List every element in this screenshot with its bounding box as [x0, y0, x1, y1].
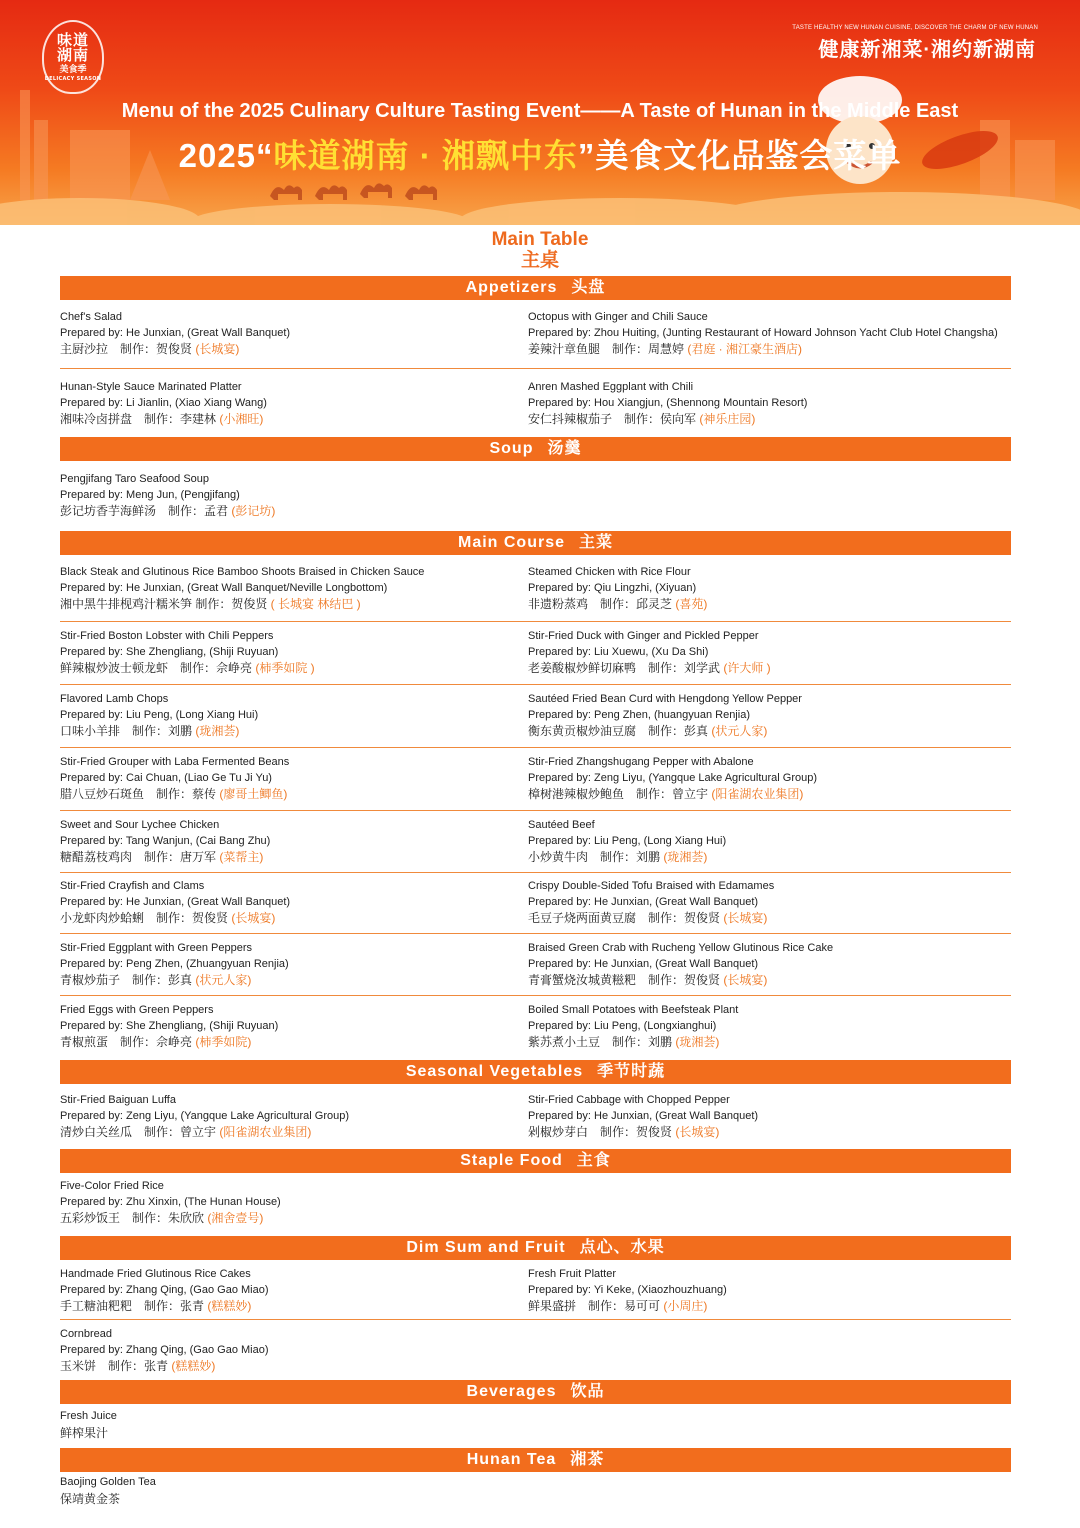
dish-prepared-by: Prepared by: Li Jianlin, (Xiao Xiang Wang) [60, 396, 267, 409]
dish-prepared-by: Prepared by: Zeng Liyu, (Yangque Lake Agricultural Group) [60, 1109, 350, 1122]
dish-item [60, 1327, 269, 1375]
restaurant-name: (长城宴) [723, 911, 768, 925]
restaurant-name: (菜帮主) [219, 850, 264, 864]
dish-item [60, 310, 290, 358]
dish-prepared-by: Prepared by: Hou Xiangjun, (Shennong Mountain Resort) [528, 396, 808, 409]
dish-name-cn [60, 911, 290, 927]
divider [60, 1319, 1011, 1320]
dish-name-en: Stir-Fried Zhangshugang Pepper with Abalone [528, 756, 754, 768]
section-title-cn: 汤羹 [547, 440, 582, 457]
title-cn-highlight: 味道湖南 · 湘飘中东 [273, 137, 578, 174]
restaurant-name: (小湘旺) [219, 412, 264, 426]
dish-item [528, 1003, 738, 1051]
dish-item [528, 629, 771, 677]
slogan-chinese: 健康新湘菜·湘约新湖南 [818, 39, 1036, 61]
dish-prepared-by: Prepared by: He Junxian, (Great Wall Banquet) [60, 326, 291, 339]
restaurant-name: (彭记坊) [231, 504, 276, 518]
dish-name-en: Fresh Juice [60, 1410, 117, 1422]
dish-item [528, 380, 807, 428]
dish-name-cn [528, 1125, 758, 1141]
dish-prepared-by: Prepared by: Zhang Qing, (Gao Gao Miao) [60, 1283, 269, 1296]
dish-name-en: Baojing Golden Tea [60, 1476, 156, 1488]
restaurant-name: (小周庄) [663, 1299, 708, 1313]
logo-text-2: 湖南 [56, 45, 89, 64]
dish-cn-text: 糖醋荔枝鸡肉 制作：唐万军 [60, 850, 220, 864]
dish-item [60, 941, 289, 989]
divider [60, 933, 1011, 934]
dish-name-cn [60, 1035, 278, 1051]
dish-cn-text: 衡东黄贡椒炒油豆腐 制作：彭真 [528, 724, 712, 738]
dish-item [528, 941, 833, 989]
section-title-cn: 点心、水果 [579, 1239, 665, 1256]
restaurant-name: (阳雀湖农业集团) [711, 787, 804, 801]
dish-item [60, 1003, 278, 1051]
dish-prepared-by: Prepared by: Zeng Liyu, (Yangque Lake Agricultural Group) [528, 771, 818, 784]
dish-item [60, 380, 267, 428]
dish-name-en: Stir-Fried Duck with Ginger and Pickled Pepper [528, 630, 759, 642]
dish-name-cn [60, 1359, 269, 1375]
dish-prepared-by: Prepared by: Tang Wanjun, (Cai Bang Zhu) [60, 834, 271, 847]
dish-cn-text: 五彩炒饭王 制作：朱欣欣 [60, 1211, 208, 1225]
dish-name-cn [528, 661, 771, 677]
dish-name-cn [528, 850, 726, 866]
dish-prepared-by: Prepared by: Meng Jun, (Pengjifang) [60, 488, 240, 501]
section-title-cn: 主食 [576, 1152, 611, 1169]
dish-name-en: Stir-Fried Grouper with Laba Fermented Beans [60, 756, 290, 768]
logo-text-3: 美食季 [59, 64, 87, 75]
dish-prepared-by: Prepared by: Liu Peng, (Longxianghui) [528, 1019, 717, 1032]
dish-name-cn [528, 724, 802, 740]
section-hunan-tea [60, 1448, 1011, 1472]
delicacy-season-logo [42, 20, 104, 94]
section-title-en: Appetizers [465, 279, 558, 296]
dish-item [60, 565, 424, 613]
dish-item [60, 879, 290, 927]
section-title-en: Staple Food [460, 1152, 563, 1169]
dish-cn-text: 剁椒炒芽白 制作：贺俊贤 [528, 1125, 676, 1139]
section-seasonal-vegetables [60, 1060, 1011, 1084]
dish-cn-text: 老姜酸椒炒鲜切麻鸭 制作：刘学武 [528, 661, 724, 675]
dish-name-en: Fresh Fruit Platter [528, 1268, 617, 1280]
section-staple-food [60, 1149, 1011, 1173]
restaurant-name: (状元人家) [711, 724, 768, 738]
dish-name-en: Five-Color Fried Rice [60, 1180, 164, 1192]
dish-name-en: Fried Eggs with Green Peppers [60, 1004, 214, 1016]
dish-name-en: Braised Green Crab with Rucheng Yellow Glutinous Rice Cake [528, 942, 834, 954]
dish-item [528, 818, 726, 866]
dish-name-en: Chef's Salad [60, 311, 123, 323]
title-chinese [0, 130, 1080, 177]
restaurant-name: (状元人家) [195, 973, 252, 987]
dish-item [60, 755, 289, 803]
dish-cn-text: 毛豆子烧两面黄豆腐 制作：贺俊贤 [528, 911, 724, 925]
section-title-cn: 头盘 [571, 279, 606, 296]
dish-item [60, 692, 258, 740]
dish-item [528, 1093, 758, 1141]
dish-item [528, 565, 707, 613]
dish-item [528, 879, 774, 927]
dish-cn-text: 彭记坊香芋海鲜汤 制作：孟君 [60, 504, 232, 518]
dish-prepared-by: Prepared by: He Junxian, (Great Wall Banquet) [528, 1109, 759, 1122]
dish-name-cn [60, 1125, 349, 1141]
dish-cn-text: 鲜辣椒炒波士顿龙虾 制作：佘峥亮 [60, 661, 256, 675]
section-title-en: Dim Sum and Fruit [406, 1239, 566, 1256]
divider [60, 747, 1011, 748]
dish-name-en: Crispy Double-Sided Tofu Braised with Edamames [528, 880, 775, 892]
divider [60, 621, 1011, 622]
section-dim-sum-fruit [60, 1236, 1011, 1260]
dish-prepared-by: Prepared by: She Zhengliang, (Shiji Ruyuan) [60, 645, 279, 658]
dish-cn-text: 安仁抖辣椒茄子 制作：侯向军 [528, 412, 700, 426]
dish-item [60, 1093, 349, 1141]
dish-name-cn [60, 342, 290, 358]
dish-prepared-by: Prepared by: Zhou Huiting, (Junting Restaurant of Howard Johnson Yacht Club Hotel Changsha) [528, 326, 998, 339]
dish-item [528, 310, 998, 358]
dish-name-cn [60, 787, 289, 803]
dish-name-cn: 保靖黄金茶 [60, 1491, 121, 1506]
dish-name-cn [60, 597, 424, 613]
dish-item [528, 755, 817, 803]
dish-name-en: Stir-Fried Boston Lobster with Chili Peppers [60, 630, 274, 642]
dish-prepared-by: Prepared by: She Zhengliang, (Shiji Ruyuan) [60, 1019, 279, 1032]
dish-name-cn [528, 973, 833, 989]
title-english: Menu of the 2025 Culinary Culture Tasting Event——A Taste of Hunan in the Middle East [121, 100, 959, 122]
divider [60, 995, 1011, 996]
dish-item [60, 629, 315, 677]
dish-name-cn [60, 504, 275, 520]
logo-text-4: DELICACY SEASON [44, 75, 102, 82]
restaurant-name: (长城宴) [195, 342, 240, 356]
dish-name-cn [528, 342, 998, 358]
dish-name-en: Cornbread [60, 1328, 112, 1340]
main-table-heading [0, 229, 1080, 271]
dish-cn-text: 湘中黑牛排枧鸡汁糯米笋 制作：贺俊贤 [60, 597, 271, 611]
section-beverages [60, 1380, 1011, 1404]
restaurant-name: (许大师 ) [723, 661, 771, 675]
dish-cn-text: 樟树港辣椒炒鲍鱼 制作：曾立宇 [528, 787, 712, 801]
dish-cn-text: 玉米饼 制作：张青 [60, 1359, 172, 1373]
dish-name-cn: 鲜榨果汁 [60, 1425, 109, 1440]
dish-name-cn [528, 787, 817, 803]
restaurant-name: (湘舍壹号) [207, 1211, 264, 1225]
restaurant-name: (珑湘荟) [663, 850, 708, 864]
restaurant-name: (糕糕妙) [207, 1299, 252, 1313]
section-appetizers [60, 276, 1011, 300]
dish-prepared-by: Prepared by: Yi Keke, (Xiaozhouzhuang) [528, 1283, 727, 1296]
dish-prepared-by: Prepared by: Qiu Lingzhi, (Xiyuan) [528, 581, 697, 594]
dish-name-en: Pengjifang Taro Seafood Soup [60, 473, 210, 485]
dish-name-en: Steamed Chicken with Rice Flour [528, 566, 691, 578]
dish-cn-text: 小龙虾肉炒蛤蜊 制作：贺俊贤 [60, 911, 232, 925]
dish-prepared-by: Prepared by: Liu Xuewu, (Xu Da Shi) [528, 645, 709, 658]
restaurant-name: (长城宴) [231, 911, 276, 925]
dish-prepared-by: Prepared by: He Junxian, (Great Wall Banquet) [528, 957, 759, 970]
title-cn-suffix: ”美食文化品鉴会菜单 [577, 137, 902, 174]
dish-cn-text: 青椒炒茄子 制作：彭真 [60, 973, 196, 987]
restaurant-name: (喜苑) [675, 597, 708, 611]
restaurant-name: (神乐庄园) [699, 412, 756, 426]
slogan-english: TASTE HEALTHY NEW HUNAN CUISINE, DISCOVER THE CHARM OF NEW HUNAN [792, 25, 1038, 31]
divider [60, 368, 1011, 369]
dish-item [60, 1267, 269, 1315]
dish-item [528, 1267, 727, 1315]
dish-prepared-by: Prepared by: Liu Peng, (Long Xiang Hui) [60, 708, 259, 721]
restaurant-name: (阳雀湖农业集团) [219, 1125, 312, 1139]
dish-prepared-by: Prepared by: Peng Zhen, (Zhuangyuan Renjia) [60, 957, 289, 970]
dish-name-cn [528, 1035, 738, 1051]
section-title-cn: 季节时蔬 [597, 1063, 666, 1080]
dish-cn-text: 口味小羊排 制作：刘鹏 [60, 724, 196, 738]
dish-name-en: Octopus with Ginger and Chili Sauce [528, 311, 708, 323]
section-title-en: Beverages [466, 1383, 557, 1400]
dish-cn-text: 主厨沙拉 制作：贺俊贤 [60, 342, 196, 356]
dish-cn-text: 清炒白关丝瓜 制作：曾立宇 [60, 1125, 220, 1139]
dish-item [60, 1475, 156, 1507]
section-soup [60, 437, 1011, 461]
dish-prepared-by: Prepared by: Peng Zhen, (huangyuan Renjia) [528, 708, 750, 721]
dish-cn-text: 手工糖油粑粑 制作：张青 [60, 1299, 208, 1313]
dish-name-cn [60, 1299, 269, 1315]
restaurant-name: (长城宴) [675, 1125, 720, 1139]
section-title-cn: 主菜 [579, 534, 614, 551]
dish-name-en: Flavored Lamb Chops [60, 693, 169, 705]
dish-name-cn [528, 1299, 727, 1315]
restaurant-name: ( 长城宴 林结巴 ) [270, 597, 361, 611]
dish-prepared-by: Prepared by: Zhu Xinxin, (The Hunan House) [60, 1195, 281, 1208]
dish-cn-text: 湘味冷卤拼盘 制作：李建林 [60, 412, 220, 426]
logo-text-1: 味道 [56, 30, 89, 49]
restaurant-name: (君庭 · 湘江豪生酒店) [687, 342, 803, 356]
dish-prepared-by: Prepared by: He Junxian, (Great Wall Banquet) [528, 895, 759, 908]
section-title-cn: 饮品 [570, 1383, 605, 1400]
restaurant-name: (珑湘荟) [675, 1035, 720, 1049]
divider [60, 810, 1011, 811]
dish-name-en: Stir-Fried Eggplant with Green Peppers [60, 942, 252, 954]
dish-item [528, 692, 802, 740]
dish-cn-text: 小炒黄牛肉 制作：刘鹏 [528, 850, 664, 864]
header-banner [0, 0, 1080, 225]
dish-name-en: Black Steak and Glutinous Rice Bamboo Shoots Braised in Chicken Sauce [60, 566, 425, 578]
dish-name-en: Boiled Small Potatoes with Beefsteak Plant [528, 1004, 739, 1016]
dish-name-cn [60, 412, 267, 428]
dish-name-en: Stir-Fried Cabbage with Chopped Pepper [528, 1094, 730, 1106]
dish-prepared-by: Prepared by: Cai Chuan, (Liao Ge Tu Ji Yu) [60, 771, 272, 784]
dish-cn-text: 青膏蟹烧汝城黄糍粑 制作：贺俊贤 [528, 973, 724, 987]
dish-item [60, 1179, 281, 1227]
dish-name-en: Sautéed Fried Bean Curd with Hengdong Yellow Pepper [528, 693, 802, 705]
dish-name-cn [60, 661, 315, 677]
restaurant-name: (糕糕妙) [171, 1359, 216, 1373]
title-cn-prefix: 2025“ [178, 137, 274, 174]
dish-item [60, 472, 275, 520]
dish-name-en: Sweet and Sour Lychee Chicken [60, 819, 220, 831]
dish-name-cn [60, 724, 258, 740]
dish-prepared-by: Prepared by: He Junxian, (Great Wall Banquet/Neville Longbottom) [60, 581, 388, 594]
dish-prepared-by: Prepared by: Liu Peng, (Long Xiang Hui) [528, 834, 727, 847]
divider [60, 684, 1011, 685]
dish-name-cn [528, 412, 807, 428]
dish-name-cn [60, 1211, 281, 1227]
dish-name-en: Handmade Fried Glutinous Rice Cakes [60, 1268, 251, 1280]
dish-name-cn [60, 973, 289, 989]
dish-cn-text: 青椒煎蛋 制作：佘峥亮 [60, 1035, 196, 1049]
restaurant-name: (长城宴) [723, 973, 768, 987]
dish-cn-text: 鲜果盛拼 制作：易可可 [528, 1299, 664, 1313]
restaurant-name: (珑湘荟) [195, 724, 240, 738]
restaurant-name: (柿季如院) [195, 1035, 252, 1049]
dish-name-en: Stir-Fried Baiguan Luffa [60, 1094, 176, 1106]
dish-prepared-by: Prepared by: Zhang Qing, (Gao Gao Miao) [60, 1343, 269, 1356]
section-title-cn: 湘茶 [570, 1451, 605, 1468]
dish-name-en: Anren Mashed Eggplant with Chili [528, 381, 694, 393]
dish-item [60, 1409, 117, 1441]
restaurant-name: (廖哥土鲫鱼) [219, 787, 288, 801]
section-title-en: Hunan Tea [466, 1451, 557, 1468]
dish-prepared-by: Prepared by: He Junxian, (Great Wall Banquet) [60, 895, 291, 908]
dish-name-cn [60, 850, 270, 866]
section-title-en: Main Course [457, 534, 565, 551]
divider [60, 872, 1011, 873]
dish-item [60, 818, 270, 866]
section-title-en: Soup [489, 440, 534, 457]
section-main-course [60, 531, 1011, 555]
dish-name-en: Sautéed Beef [528, 819, 595, 831]
section-title-en: Seasonal Vegetables [405, 1063, 584, 1080]
dish-cn-text: 姜辣汁章鱼腿 制作：周慧婷 [528, 342, 688, 356]
dish-cn-text: 紫苏煮小土豆 制作：刘鹏 [528, 1035, 676, 1049]
dish-cn-text: 腊八豆炒石斑鱼 制作：蔡传 [60, 787, 220, 801]
dish-name-cn [528, 911, 774, 927]
dish-cn-text: 非遗粉蒸鸡 制作：邱灵芝 [528, 597, 676, 611]
main-table-en: Main Table [491, 229, 589, 250]
main-table-cn: 主桌 [520, 250, 559, 271]
dish-name-cn [528, 597, 707, 613]
dish-name-en: Hunan-Style Sauce Marinated Platter [60, 381, 242, 393]
dish-name-en: Stir-Fried Crayfish and Clams [60, 880, 205, 892]
restaurant-name: (柿季如院 ) [255, 661, 315, 675]
